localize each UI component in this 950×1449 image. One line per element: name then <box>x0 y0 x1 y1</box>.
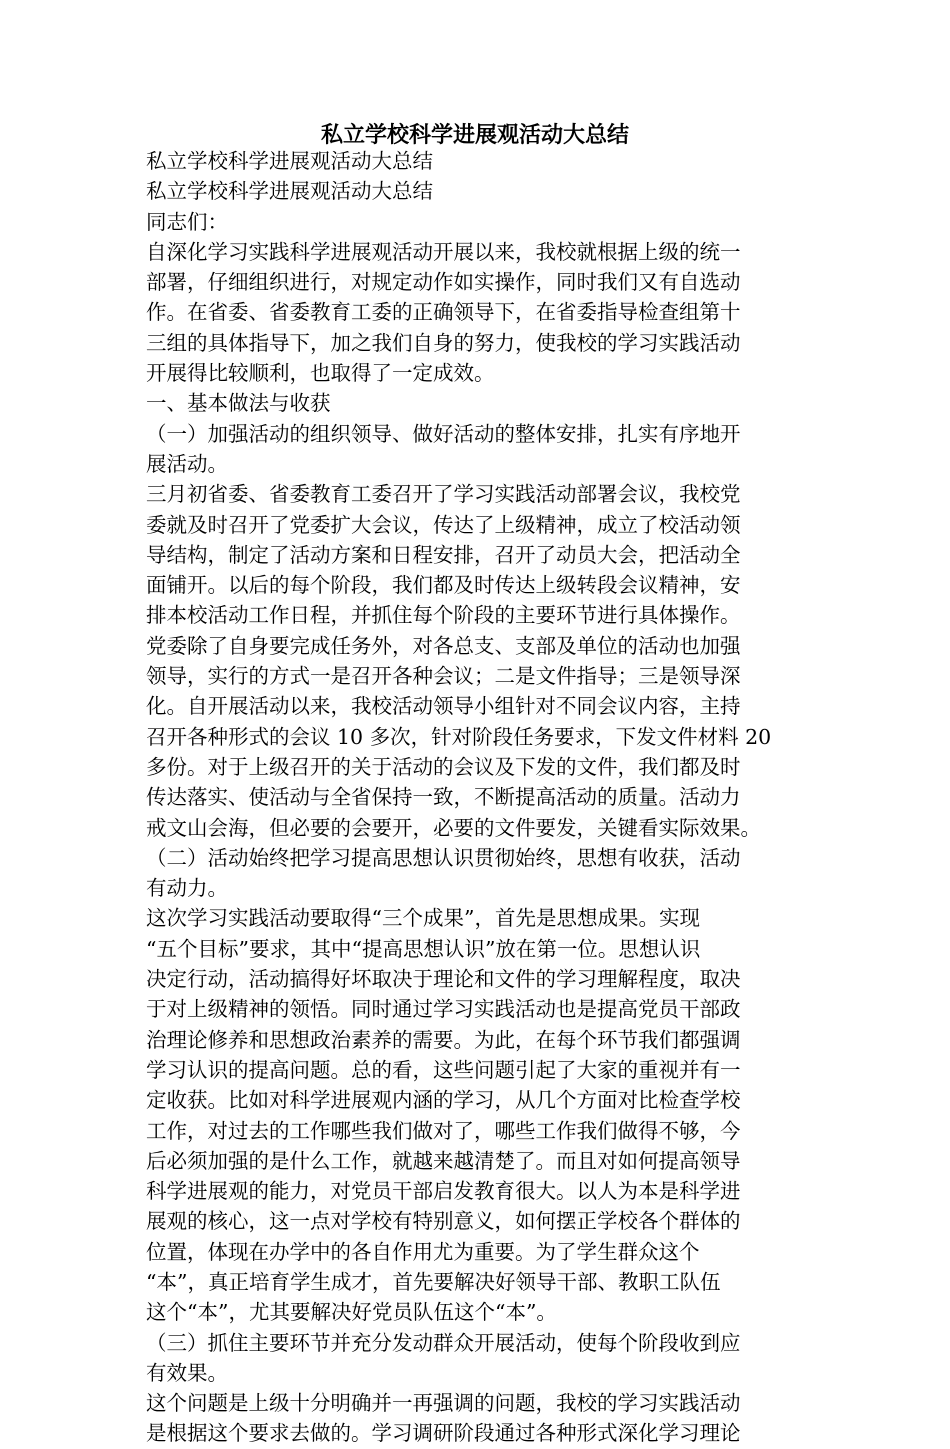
text-line: 领导，实行的方式一是召开各种会议；二是文件指导；三是领导深 <box>146 664 741 689</box>
text-line: 这个“本”，尤其要解决好党员队伍这个“本”。 <box>146 1300 557 1325</box>
text-line: 私立学校科学进展观活动大总结 <box>146 179 433 204</box>
text-line: 后必须加强的是什么工作，就越来越清楚了。而且对如何提高领导 <box>146 1148 741 1173</box>
text-line: 党委除了自身要完成任务外，对各总支、支部及单位的活动也加强 <box>146 633 741 658</box>
text-line: 召开各种形式的会议 10 多次，针对阶段任务要求，下发文件材料 20 <box>146 724 772 749</box>
text-line: 面铺开。以后的每个阶段，我们都及时传达上级转段会议精神，安 <box>146 573 741 598</box>
text-line: 导结构，制定了活动方案和日程安排，召开了动员大会，把活动全 <box>146 542 741 567</box>
text-line: “本”，真正培育学生成才，首先要解决好领导干部、教职工队伍 <box>146 1269 721 1294</box>
document-title: 私立学校科学进展观活动大总结 <box>320 122 629 148</box>
text-line: 工作，对过去的工作哪些我们做对了，哪些工作我们做得不够，今 <box>146 1118 741 1143</box>
text-line: 位置，体现在办学中的各自作用尤为重要。为了学生群众这个 <box>146 1239 700 1264</box>
text-line: 决定行动，活动搞得好坏取决于理论和文件的学习理解程度，取决 <box>146 967 741 992</box>
text-line: 治理论修养和思想政治素养的需要。为此，在每个环节我们都强调 <box>146 1027 741 1052</box>
text-line: 这个问题是上级十分明确并一再强调的问题，我校的学习实践活动 <box>146 1391 741 1416</box>
text-line: 是根据这个要求去做的。学习调研阶段通过各种形式深化学习理论 <box>146 1421 741 1446</box>
text-line: 三月初省委、省委教育工委召开了学习实践活动部署会议，我校党 <box>146 482 741 507</box>
text-line: 三组的具体指导下，加之我们自身的努力，使我校的学习实践活动 <box>146 330 741 355</box>
text-line: （二）活动始终把学习提高思想认识贯彻始终，思想有收获，活动 <box>146 845 741 870</box>
text-line: 展观的核心，这一点对学校有特别意义，如何摆正学校各个群体的 <box>146 1209 741 1234</box>
text-line: 多份。对于上级召开的关于活动的会议及下发的文件，我们都及时 <box>146 754 741 779</box>
text-line: “五个目标”要求，其中“提高思想认识”放在第一位。思想认识 <box>146 936 701 961</box>
text-line: 私立学校科学进展观活动大总结 <box>146 149 433 173</box>
text-line: 委就及时召开了党委扩大会议，传达了上级精神，成立了校活动领 <box>146 512 741 537</box>
text-line: 科学进展观的能力，对党员干部启发教育很大。以人为本是科学进 <box>146 1179 741 1204</box>
text-line: 有效果。 <box>146 1360 228 1385</box>
text-line: 部署，仔细组织进行，对规定动作如实操作，同时我们又有自选动 <box>146 270 741 295</box>
text-line: 定收获。比如对科学进展观内涵的学习，从几个方面对比检查学校 <box>146 1088 741 1113</box>
text-line: 学习认识的提高问题。总的看，这些问题引起了大家的重视并有一 <box>146 1057 741 1082</box>
text-line: 展活动。 <box>146 451 228 476</box>
text-line: 开展得比较顺利，也取得了一定成效。 <box>146 361 495 386</box>
text-line: 一、基本做法与收获 <box>146 391 331 416</box>
text-line: 这次学习实践活动要取得“三个成果”，首先是思想成果。实现 <box>146 906 700 931</box>
text-line: 自深化学习实践科学进展观活动开展以来，我校就根据上级的统一 <box>146 239 741 264</box>
text-line: 戒文山会海，但必要的会要开，必要的文件要发，关键看实际效果。 <box>146 815 761 840</box>
text-line: 有动力。 <box>146 876 228 901</box>
text-line: 排本校活动工作日程，并抓住每个阶段的主要环节进行具体操作。 <box>146 603 741 628</box>
text-line: 化。自开展活动以来，我校活动领导小组针对不同会议内容，主持 <box>146 694 741 719</box>
text-line: 同志们： <box>146 209 228 234</box>
document-body <box>146 146 808 1449</box>
text-line: 传达落实、使活动与全省保持一致，不断提高活动的质量。活动力 <box>146 785 741 810</box>
text-line: （一）加强活动的组织领导、做好活动的整体安排，扎实有序地开 <box>146 421 741 446</box>
text-line: 作。在省委、省委教育工委的正确领导下，在省委指导检查组第十 <box>146 300 741 325</box>
text-line: （三）抓住主要环节并充分发动群众开展活动，使每个阶段收到应 <box>146 1330 741 1355</box>
text-line: 于对上级精神的领悟。同时通过学习实践活动也是提高党员干部政 <box>146 997 741 1022</box>
